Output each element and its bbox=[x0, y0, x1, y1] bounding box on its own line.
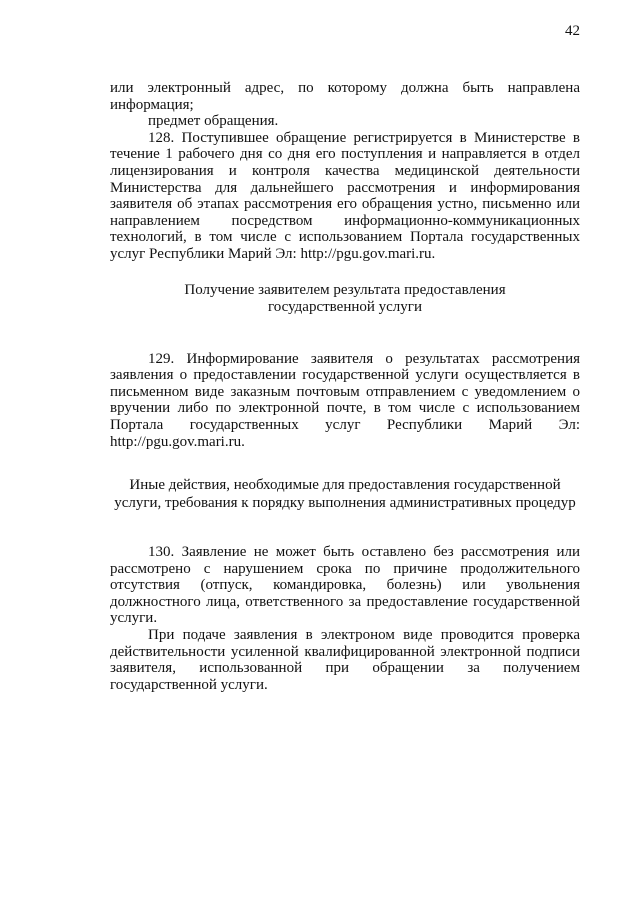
spacer bbox=[110, 317, 580, 351]
spacer bbox=[110, 512, 580, 544]
paragraph-129: 129. Информирование заявителя о результатах рассмотрения заявления о предоставлении государственной услуги осуществляется в письменном виде заказным почтовым отправлением с уведомлением о вручении либо по электронной почте, в том числе с использованием Портала государственных услуг Республики Марий Эл: http://pgu.gov.mari.ru. bbox=[110, 350, 580, 450]
paragraph-electronic-signature: При подаче заявления в электроном виде проводится проверка действительности усиленной квалифицированной электронной подписи заявителя, использованной при обращении за получением государственной услуги. bbox=[110, 627, 580, 693]
spacer bbox=[110, 450, 580, 477]
section-heading-other-actions bbox=[110, 477, 580, 512]
section-heading-line: услуги, требования к порядку выполнения административных процедур bbox=[114, 494, 576, 511]
paragraph-130: 130. Заявление не может быть оставлено без рассмотрения или рассмотрено с нарушением срока по причине продолжительного отсутствия (отпуск, командировка, болезнь) или увольнения должностного лица, ответственного за предоставление государственной услуги. bbox=[110, 544, 580, 627]
page-number: 42 bbox=[565, 23, 580, 39]
section-heading-line: Иные действия, необходимые для предоставления государственной bbox=[129, 477, 561, 494]
section-heading-result bbox=[110, 282, 580, 317]
section-heading-line: государственной услуги bbox=[268, 299, 422, 316]
paragraph-subject: предмет обращения. bbox=[148, 113, 279, 130]
spacer bbox=[110, 263, 580, 282]
document-body bbox=[110, 80, 580, 693]
paragraph-128: 128. Поступившее обращение регистрируется в Министерстве в течение 1 рабочего дня со дня его поступления и направляется в отдел лицензирования и контроля качества медицинской деятельности Министерства для дальнейшего рассмотрения и информирования заявителя об этапах рассмотрения его обращения устно, письменно или направлением посредством информационно-коммуникационных технологий, в том числе с использованием Портала государственных услуг Республики Марий Эл: http://pgu.gov.mari.ru. bbox=[110, 129, 580, 262]
paragraph-continuation: или электронный адрес, по которому должна быть направлена информация; bbox=[110, 80, 580, 113]
section-heading-line: Получение заявителем результата предоставления bbox=[184, 281, 506, 298]
